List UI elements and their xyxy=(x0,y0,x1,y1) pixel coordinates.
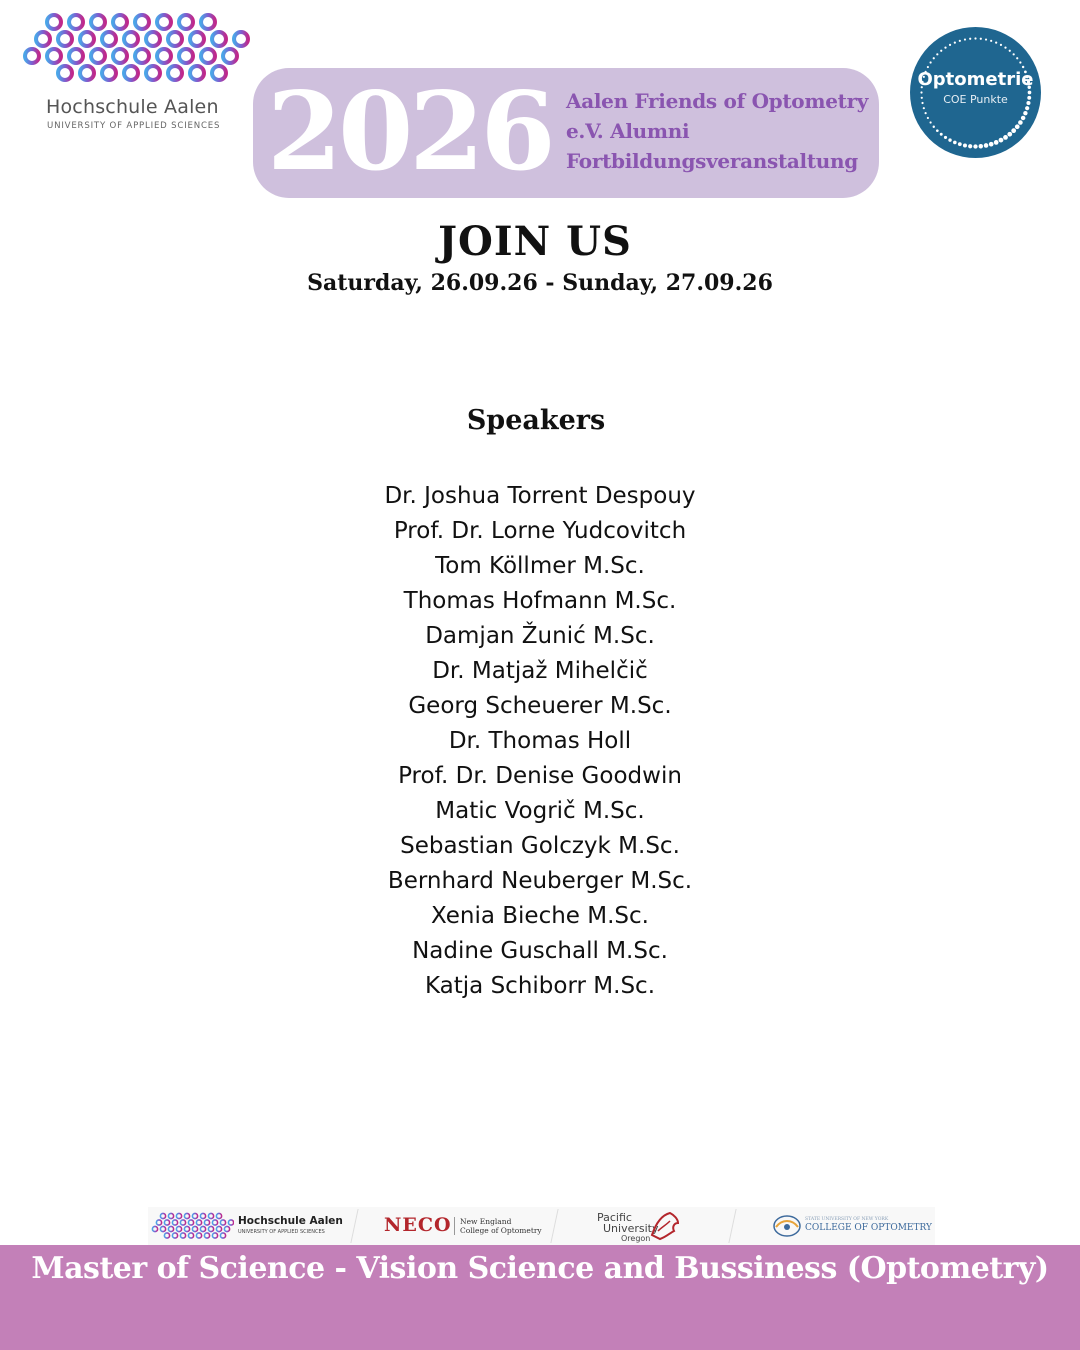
molecule-node xyxy=(208,1226,213,1231)
molecule-node xyxy=(196,1233,201,1238)
molecule-node xyxy=(113,15,127,29)
molecule-node xyxy=(47,49,61,63)
partner-neco-line: College of Optometry xyxy=(460,1226,542,1235)
speaker-name: Matic Vogrič M.Sc. xyxy=(435,798,645,824)
molecule-node xyxy=(176,1213,181,1218)
molecule-node xyxy=(168,1226,173,1231)
speaker-name: Prof. Dr. Denise Goodwin xyxy=(398,763,682,789)
ring-dot xyxy=(936,53,938,55)
footer-bar xyxy=(0,1245,1080,1350)
molecule-node xyxy=(188,1233,193,1238)
ring-dot xyxy=(1023,111,1027,115)
ring-dot xyxy=(1013,53,1015,55)
molecule-node xyxy=(25,49,39,63)
ring-dot xyxy=(969,38,971,40)
molecule-node xyxy=(164,1220,169,1225)
molecule-node xyxy=(190,66,204,80)
speaker-name: Katja Schiborr M.Sc. xyxy=(425,973,655,999)
molecule-node xyxy=(224,1226,229,1231)
molecule-node xyxy=(146,66,160,80)
molecule-node xyxy=(157,15,171,29)
speaker-list xyxy=(0,479,1080,1004)
ring-dot xyxy=(927,117,929,119)
banner-line: Fortbildungsveranstaltung xyxy=(566,149,858,173)
molecule-node xyxy=(192,1226,197,1231)
molecule-node xyxy=(124,66,138,80)
ring-dot xyxy=(968,144,972,148)
ring-dot xyxy=(1004,47,1006,49)
speaker-name: Thomas Hofmann M.Sc. xyxy=(403,588,677,614)
speaker-name: Prof. Dr. Lorne Yudcovitch xyxy=(393,518,687,544)
ring-dot xyxy=(1000,44,1002,46)
ring-dot xyxy=(989,142,994,147)
ring-dot xyxy=(1025,106,1029,110)
molecule-node xyxy=(200,1226,205,1231)
molecule-node xyxy=(234,32,248,46)
hochschule-aalen-logo xyxy=(18,2,258,132)
molecule-node xyxy=(58,32,72,46)
eye-swoosh-icon xyxy=(772,1213,802,1239)
molecule-node xyxy=(168,1213,173,1218)
ring-dot xyxy=(1022,66,1024,68)
partner-suny-name: COLLEGE OF OPTOMETRY xyxy=(805,1223,932,1233)
event-banner xyxy=(253,68,879,198)
molecule-node xyxy=(152,1226,157,1231)
ring-dot xyxy=(973,144,977,148)
molecule-node xyxy=(164,1233,169,1238)
partner-hochschule-name: Hochschule Aalen xyxy=(238,1215,343,1227)
speaker-name: Bernhard Neuberger M.Sc. xyxy=(387,868,693,894)
partner-pacific-line: University xyxy=(603,1222,659,1235)
join-heading: JOIN US xyxy=(438,218,632,265)
molecule-node xyxy=(102,32,116,46)
molecule-node xyxy=(201,15,215,29)
ring-dot xyxy=(1016,57,1018,59)
molecule-node xyxy=(180,1220,185,1225)
banner-lines xyxy=(566,86,868,176)
molecule-node xyxy=(220,1220,225,1225)
optometrie-badge xyxy=(910,27,1041,158)
molecule-node xyxy=(212,66,226,80)
molecule-node xyxy=(102,66,116,80)
molecule-node xyxy=(135,15,149,29)
ring-dot xyxy=(940,50,942,52)
partner-hochschule xyxy=(148,1207,353,1245)
molecule-node xyxy=(204,1220,209,1225)
ring-dot xyxy=(930,121,932,123)
partner-pacific-line: Oregon xyxy=(621,1234,651,1243)
banner-line: e.V. Alumni xyxy=(566,119,690,143)
footer-text: Master of Science - Vision Science and Bussiness (Optometry) xyxy=(31,1251,1049,1286)
molecule-node xyxy=(212,32,226,46)
ring-dot xyxy=(930,61,932,63)
ring-dot xyxy=(979,144,983,148)
speaker-name: Tom Köllmer M.Sc. xyxy=(435,553,645,579)
boxer-crest-icon xyxy=(648,1209,682,1241)
ring-dot xyxy=(980,38,982,40)
ring-dot xyxy=(995,42,997,44)
molecule-node xyxy=(184,1226,189,1231)
ring-dot xyxy=(948,138,951,141)
badge-subtitle: COE Punkte xyxy=(943,93,1008,106)
molecule-node xyxy=(58,66,72,80)
molecule-node xyxy=(157,49,171,63)
ring-dot xyxy=(990,40,992,42)
molecule-node xyxy=(212,1220,217,1225)
molecule-node xyxy=(228,1220,233,1225)
ring-dot xyxy=(944,136,947,139)
molecule-node xyxy=(160,1226,165,1231)
ring-dot xyxy=(974,37,976,39)
molecule-node xyxy=(80,32,94,46)
speaker-name: Nadine Guschall M.Sc. xyxy=(412,938,668,964)
ring-dot xyxy=(925,112,927,114)
ring-dot xyxy=(994,140,999,145)
ring-dot xyxy=(1009,50,1011,52)
molecule-node xyxy=(204,1233,209,1238)
molecule-node xyxy=(124,32,138,46)
partner-logos xyxy=(148,1207,935,1245)
molecule-node xyxy=(192,1213,197,1218)
partner-pacific-line: Pacific xyxy=(597,1211,632,1224)
speaker-name: Sebastian Golczyk M.Sc. xyxy=(400,833,680,859)
molecule-node xyxy=(216,1213,221,1218)
molecule-node xyxy=(190,32,204,46)
ring-dot xyxy=(940,133,943,136)
partner-neco-subtitle xyxy=(454,1217,542,1235)
speakers-title: Speakers xyxy=(466,405,606,436)
molecule-node xyxy=(176,1226,181,1231)
logo-name: Hochschule Aalen xyxy=(46,96,219,118)
ring-dot xyxy=(1018,120,1023,125)
event-dates: Saturday, 26.09.26 - Sunday, 27.09.26 xyxy=(307,270,773,296)
molecule-node xyxy=(212,1233,217,1238)
molecule-node xyxy=(172,1233,177,1238)
ring-dot xyxy=(1007,132,1012,137)
ring-dot xyxy=(999,138,1004,143)
molecule-node xyxy=(216,1226,221,1231)
ring-dot xyxy=(933,57,935,59)
partner-suny-top: STATE UNIVERSITY OF NEW YORK xyxy=(805,1217,889,1222)
molecule-node xyxy=(172,1220,177,1225)
molecule-node xyxy=(179,15,193,29)
ring-dot xyxy=(963,143,967,147)
speaker-name: Dr. Matjaž Mihelčič xyxy=(432,658,648,684)
ring-dot xyxy=(1015,124,1020,129)
partner-hochschule-subtitle: UNIVERSITY OF APPLIED SCIENCES xyxy=(238,1229,325,1235)
molecule-node xyxy=(69,49,83,63)
molecule-node xyxy=(184,1213,189,1218)
ring-dot xyxy=(984,143,989,148)
molecule-node xyxy=(47,15,61,29)
partner-neco-name: NECO xyxy=(384,1214,452,1236)
ring-dot xyxy=(985,38,987,40)
speaker-name: Dr. Thomas Holl xyxy=(448,728,632,754)
molecule-node xyxy=(180,1233,185,1238)
ring-dot xyxy=(958,142,962,146)
speaker-name: Damjan Žunić M.Sc. xyxy=(425,623,655,649)
molecule-node xyxy=(146,32,160,46)
speaker-name: Georg Scheuerer M.Sc. xyxy=(408,693,672,719)
molecule-node xyxy=(223,49,237,63)
molecule-node xyxy=(80,66,94,80)
molecule-node xyxy=(196,1220,201,1225)
ring-dot xyxy=(953,141,957,145)
ring-dot xyxy=(936,129,939,132)
ring-dot xyxy=(954,42,956,44)
molecule-node xyxy=(188,1220,193,1225)
molecule-node xyxy=(91,15,105,29)
molecule-node xyxy=(156,1220,161,1225)
ring-dot xyxy=(949,44,951,46)
badge-title: Optometrie xyxy=(917,69,1034,90)
ring-dot xyxy=(1011,128,1016,133)
ring-dot xyxy=(923,107,925,109)
ring-dot xyxy=(959,40,961,42)
ring-dot xyxy=(1021,116,1026,121)
molecule-node xyxy=(135,49,149,63)
ring-dot xyxy=(944,47,946,49)
molecule-node xyxy=(220,1233,225,1238)
molecule-node xyxy=(160,1213,165,1218)
logo-subtitle: UNIVERSITY OF APPLIED SCIENCES xyxy=(47,121,221,131)
banner-line: Aalen Friends of Optometry xyxy=(566,89,869,113)
molecule-node xyxy=(113,49,127,63)
molecule-node xyxy=(168,66,182,80)
speaker-name: Xenia Bieche M.Sc. xyxy=(431,903,649,929)
ring-dot xyxy=(1019,61,1021,63)
divider xyxy=(550,1209,558,1243)
molecule-node xyxy=(201,49,215,63)
molecule-node xyxy=(208,1213,213,1218)
divider xyxy=(728,1209,736,1243)
molecule-network-icon xyxy=(18,2,258,94)
ring-dot xyxy=(964,38,966,40)
speaker-name: Dr. Joshua Torrent Despouy xyxy=(384,483,696,509)
molecule-node xyxy=(91,49,105,63)
molecule-node xyxy=(179,49,193,63)
ring-dot xyxy=(1003,135,1008,140)
ring-dot xyxy=(927,66,929,68)
partner-neco-line: New England xyxy=(460,1217,512,1226)
banner-year: 2026 xyxy=(267,69,552,195)
molecule-node xyxy=(200,1213,205,1218)
molecule-network-icon xyxy=(150,1210,234,1242)
ring-dot xyxy=(933,126,935,128)
molecule-node xyxy=(168,32,182,46)
molecule-node xyxy=(69,15,83,29)
molecule-node xyxy=(36,32,50,46)
